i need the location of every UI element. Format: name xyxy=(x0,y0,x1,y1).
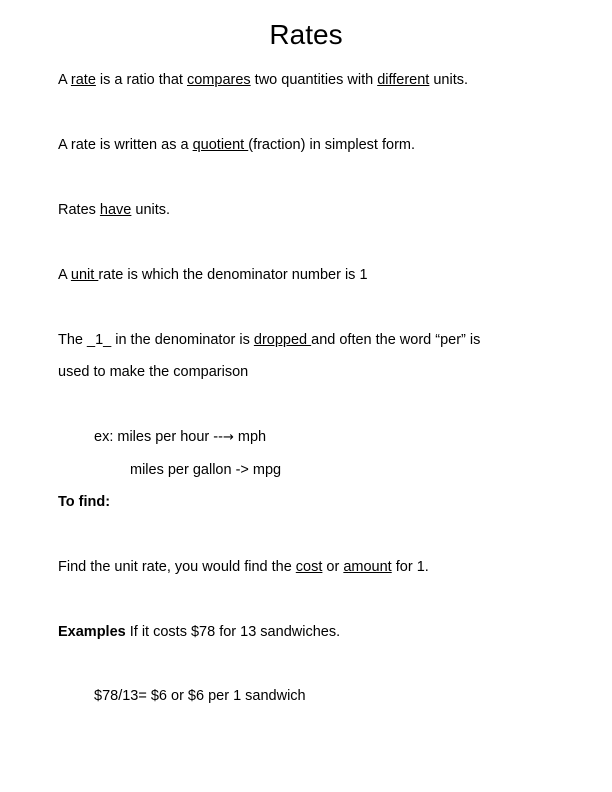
text: for 1. xyxy=(391,559,429,575)
text: A xyxy=(58,267,71,283)
example-mpg: miles per gallon -> mpg xyxy=(130,462,282,478)
text: is a ratio that xyxy=(95,72,187,88)
example-mph xyxy=(94,427,266,448)
underlined-cost: cost xyxy=(295,559,323,575)
unit-rate-line xyxy=(58,265,368,285)
text: rate is which the denominator number is 1 xyxy=(98,267,368,283)
examples-line xyxy=(58,622,340,642)
underlined-dropped: dropped xyxy=(253,332,312,348)
page-title: Rates xyxy=(269,19,343,50)
dropped-line xyxy=(58,330,480,350)
text: units. xyxy=(429,72,469,88)
text: If it costs $78 for 13 sandwiches. xyxy=(125,624,341,640)
text: Find the unit rate, you would find the xyxy=(58,559,296,575)
dropped-line-continued: used to make the comparison xyxy=(58,364,249,380)
text: A xyxy=(58,72,71,88)
underlined-unit: unit xyxy=(70,267,99,283)
underlined-compares: compares xyxy=(186,72,251,88)
text: two quantities with xyxy=(250,72,378,88)
arrow-right-icon: → xyxy=(222,430,234,445)
to-find-heading: To find: xyxy=(58,494,111,510)
text: or xyxy=(322,559,344,575)
text: The _1_ in the denominator is xyxy=(58,332,254,348)
text: and often the word “per” is xyxy=(311,332,481,348)
text: ex: miles per hour -- xyxy=(94,429,223,445)
find-rule-line xyxy=(58,557,429,577)
definition-line xyxy=(58,70,468,90)
text: Rates xyxy=(58,202,100,218)
written-line xyxy=(58,135,415,155)
text: mph xyxy=(233,429,267,445)
underlined-quotient: quotient xyxy=(192,137,249,153)
units-line xyxy=(58,200,170,220)
text: (fraction) in simplest form. xyxy=(248,137,416,153)
underlined-different: different xyxy=(377,72,430,88)
underlined-have: have xyxy=(99,202,132,218)
examples-label: Examples xyxy=(58,624,126,640)
underlined-rate: rate xyxy=(70,72,96,88)
text: A rate is written as a xyxy=(58,137,193,153)
underlined-amount: amount xyxy=(343,559,392,575)
solution-line: $78/13= $6 or $6 per 1 sandwich xyxy=(94,688,306,704)
text: units. xyxy=(131,202,171,218)
